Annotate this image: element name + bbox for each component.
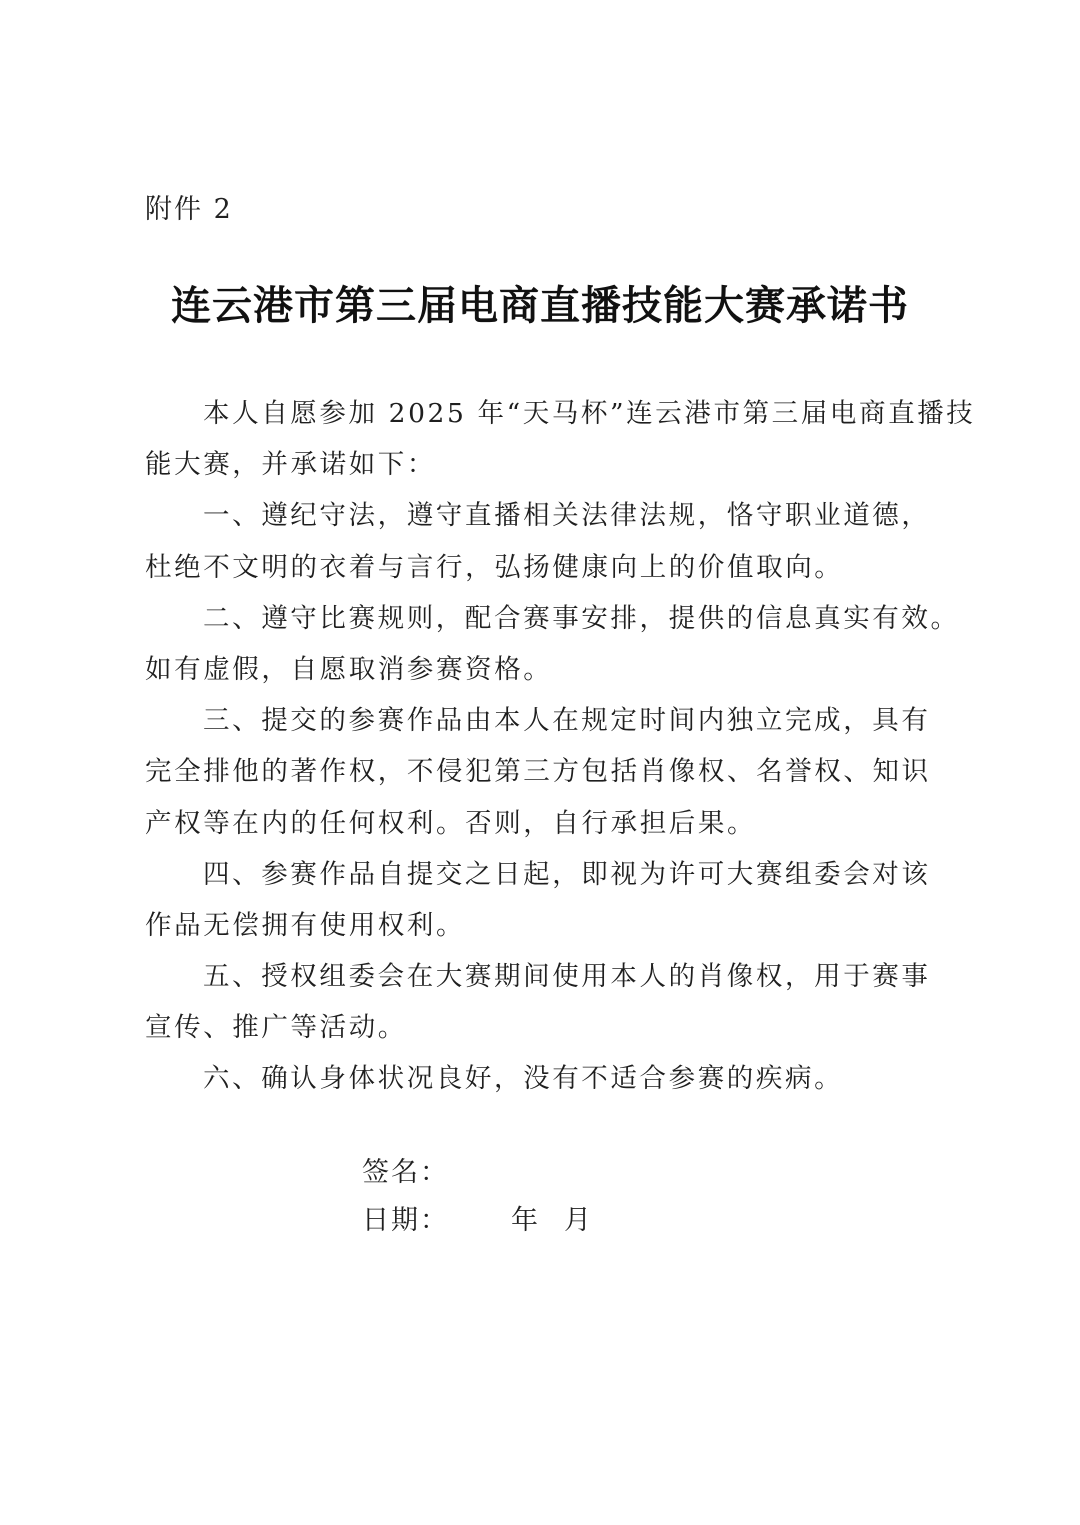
pledge-item-3-line-2: 完全排他的著作权，不侵犯第三方包括肖像权、名誉权、知识 <box>145 756 931 788</box>
document-body <box>145 388 976 1105</box>
signature-block <box>362 1150 593 1246</box>
attachment-label: 附件 2 <box>145 194 233 225</box>
pledge-item-1-line-1: 一、遵纪守法，遵守直播相关法律法规，恪守职业道德， <box>203 500 931 532</box>
signature-label: 签名： <box>362 1157 449 1188</box>
paragraph-intro-line-1: 本人自愿参加 2025 年“天马杯”连云港市第三届电商直播技 <box>203 398 976 429</box>
paragraph-intro-line-2: 能大赛，并承诺如下： <box>145 449 436 481</box>
pledge-item-2-line-1: 二、遵守比赛规则，配合赛事安排，提供的信息真实有效。 <box>203 602 960 634</box>
pledge-item-5-line-2: 宣传、推广等活动。 <box>145 1012 407 1044</box>
pledge-item-4-line-2: 作品无偿拥有使用权利。 <box>145 909 466 941</box>
pledge-item-6-line-1: 六、确认身体状况良好，没有不适合参赛的疾病。 <box>203 1063 844 1095</box>
date-row <box>362 1198 593 1246</box>
pledge-item-5-line-1: 五、授权组委会在大赛期间使用本人的肖像权，用于赛事 <box>203 961 931 993</box>
signature-row <box>362 1150 593 1198</box>
document-title: 连云港市第三届电商直播技能大赛承诺书 <box>171 282 909 329</box>
pledge-item-3-line-1: 三、提交的参赛作品由本人在规定时间内独立完成，具有 <box>203 705 931 737</box>
year-label: 年 <box>511 1205 540 1236</box>
pledge-item-4-line-1: 四、参赛作品自提交之日起，即视为许可大赛组委会对该 <box>203 858 931 890</box>
pledge-item-1-line-2: 杜绝不文明的衣着与言行，弘扬健康向上的价值取向。 <box>145 551 844 583</box>
date-label: 日期： <box>362 1205 449 1236</box>
pledge-item-2-line-2: 如有虚假，自愿取消参赛资格。 <box>145 653 553 685</box>
month-label: 月 <box>564 1205 593 1236</box>
pledge-item-3-line-3: 产权等在内的任何权利。否则，自行承担后果。 <box>145 807 757 839</box>
